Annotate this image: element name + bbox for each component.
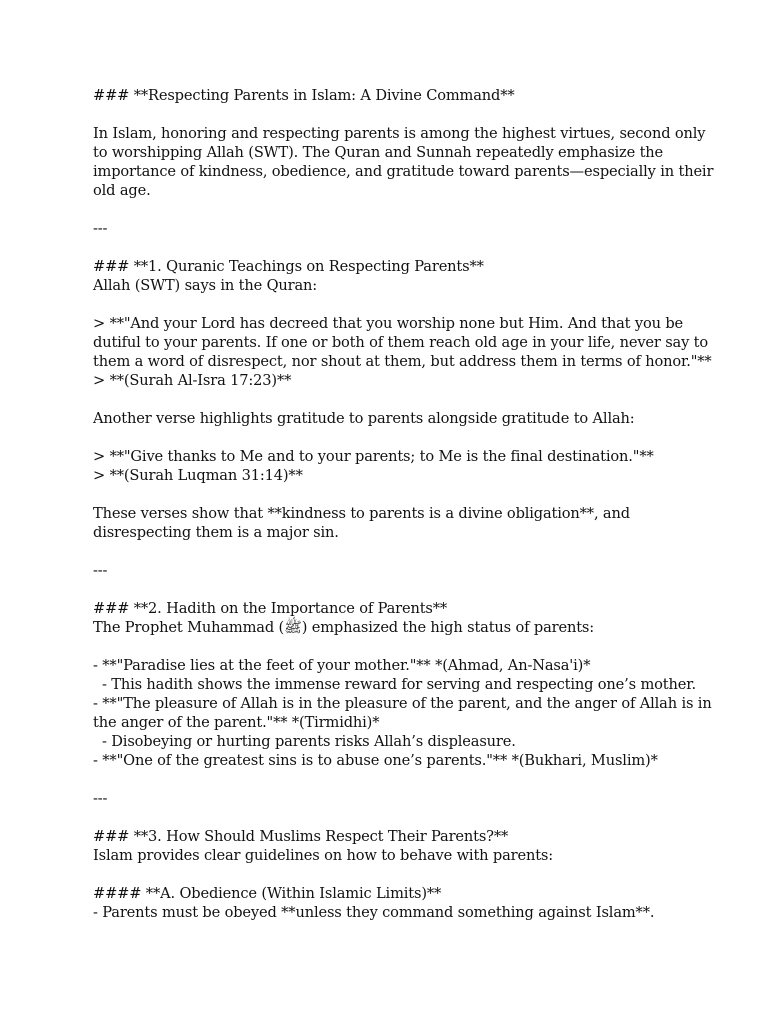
section-2-line-1: The Prophet Muhammad (ﷺ) emphasized the high status of parents:: [93, 619, 595, 636]
intro-line-1: In Islam, honoring and respecting parents is among the highest virtues, second only: [93, 125, 706, 142]
divider-2: ---: [93, 562, 108, 579]
quote-1-line-2: dutiful to your parents. If one or both of them reach old age in your life, never say to: [93, 334, 709, 351]
hadith-1: - **"Paradise lies at the feet of your mother."** *(Ahmad, An-Nasa'i)*: [93, 657, 591, 674]
section-1-heading: ### **1. Quranic Teachings on Respecting Parents**: [93, 258, 484, 275]
intro-line-2: to worshipping Allah (SWT). The Quran and Sunnah repeatedly emphasize the: [93, 144, 664, 161]
doc-title: ### **Respecting Parents in Islam: A Divine Command**: [93, 87, 515, 104]
hadith-2-line-1: - **"The pleasure of Allah is in the pleasure of the parent, and the anger of Allah is in: [93, 695, 712, 712]
quote-1-line-3: them a word of disrespect, nor shout at them, but address them in terms of honor."**: [93, 353, 712, 370]
divider-3: ---: [93, 790, 108, 807]
intro-line-4: old age.: [93, 182, 151, 199]
section-1-line-3: These verses show that **kindness to parents is a divine obligation**, and: [93, 505, 630, 522]
subsection-a-line-1: - Parents must be obeyed **unless they command something against Islam**.: [93, 904, 655, 921]
section-3-heading: ### **3. How Should Muslims Respect Their Parents?**: [93, 828, 509, 845]
subsection-a-heading: #### **A. Obedience (Within Islamic Limits)**: [93, 885, 442, 902]
hadith-2-note: - Disobeying or hurting parents risks Allah’s displeasure.: [93, 733, 516, 750]
quote-2-line-1: > **"Give thanks to Me and to your parents; to Me is the final destination."**: [93, 448, 654, 465]
quote-1-ref: > **(Surah Al-Isra 17:23)**: [93, 372, 292, 389]
intro-line-3: importance of kindness, obedience, and gratitude toward parents—especially in their: [93, 163, 714, 180]
section-3-line-1: Islam provides clear guidelines on how to behave with parents:: [93, 847, 554, 864]
quote-1-line-1: > **"And your Lord has decreed that you worship none but Him. And that you be: [93, 315, 684, 332]
quote-2-ref: > **(Surah Luqman 31:14)**: [93, 467, 303, 484]
section-1-line-4: disrespecting them is a major sin.: [93, 524, 339, 541]
divider-1: ---: [93, 220, 108, 237]
hadith-1-note: - This hadith shows the immense reward for serving and respecting one’s mother.: [93, 676, 696, 693]
hadith-2-line-2: the anger of the parent."** *(Tirmidhi)*: [93, 714, 380, 731]
section-1-line-1: Allah (SWT) says in the Quran:: [93, 277, 318, 294]
section-2-heading: ### **2. Hadith on the Importance of Parents**: [93, 600, 448, 617]
hadith-3: - **"One of the greatest sins is to abuse one’s parents."** *(Bukhari, Muslim)*: [93, 752, 658, 769]
section-1-line-2: Another verse highlights gratitude to parents alongside gratitude to Allah:: [93, 410, 635, 427]
